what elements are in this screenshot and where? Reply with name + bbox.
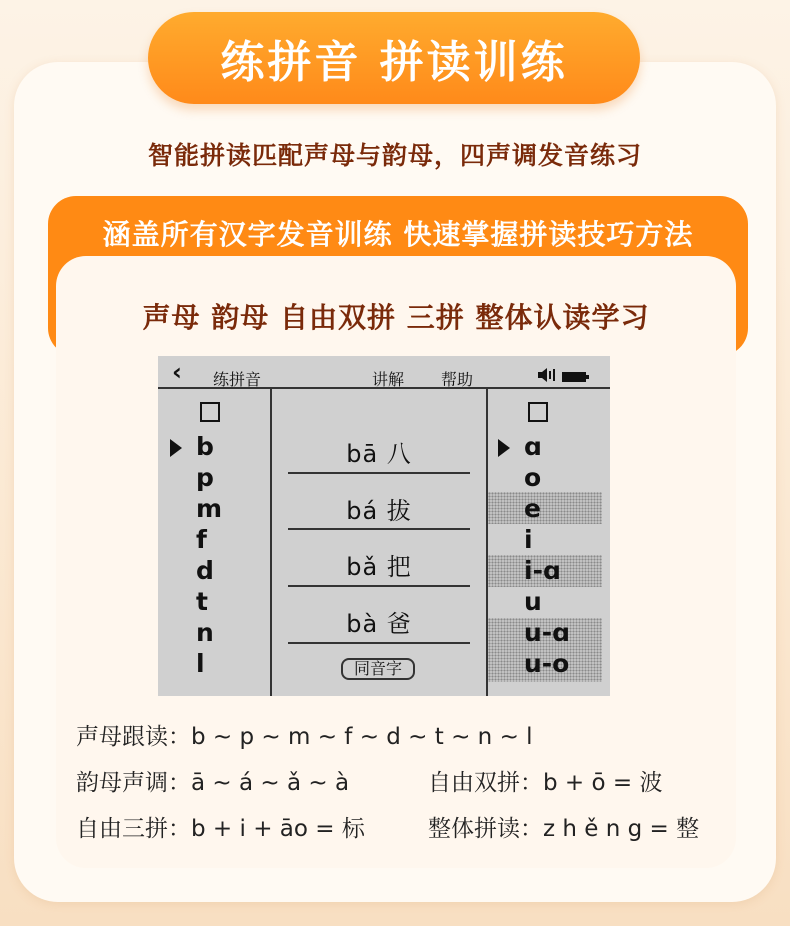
initial-item[interactable]: l	[196, 649, 205, 678]
subtitle: 智能拼读匹配声母与韵母，四声调发音练习	[147, 141, 642, 170]
final-item[interactable]: i-ɑ	[524, 556, 561, 585]
menu-help[interactable]: 帮助	[441, 370, 474, 389]
banner-text: 涵盖所有汉字发音训练 快速掌握拼读技巧方法	[102, 218, 694, 251]
panel-heading: 声母 韵母 自由双拼 三拼 整体认读学习	[142, 301, 650, 334]
syllable-underline	[288, 472, 470, 474]
final-item[interactable]: ɑ	[524, 432, 542, 461]
initial-item[interactable]: m	[196, 494, 223, 523]
final-item[interactable]: u-o	[524, 649, 570, 678]
example-free-double: 自由双拼：b + ō = 波	[428, 770, 663, 796]
initial-item[interactable]: b	[196, 432, 214, 461]
device-topbar	[158, 356, 610, 389]
column-divider-left	[270, 389, 272, 696]
syllable-underline	[288, 585, 470, 587]
initial-item[interactable]: t	[196, 587, 208, 616]
final-item[interactable]: i	[524, 525, 533, 554]
example-free-triple: 自由三拼：b + i + āo = 标	[76, 816, 365, 842]
final-item[interactable]: o	[524, 463, 542, 492]
dotted-highlight	[488, 492, 602, 524]
initial-item[interactable]: p	[196, 463, 214, 492]
device-screen	[158, 356, 610, 696]
syllable-item[interactable]: bà 爸	[346, 610, 412, 638]
syllable-item[interactable]: bǎ 把	[346, 553, 412, 581]
speaker-icon[interactable]	[538, 368, 556, 382]
page-title: 练拼音 拼读训练	[220, 37, 568, 88]
selection-arrow-icon	[498, 439, 510, 457]
chevron-left-icon[interactable]: ‹	[172, 358, 182, 386]
example-initials: 声母跟读：b ~ p ~ m ~ f ~ d ~ t ~ n ~ l	[76, 724, 533, 750]
menu-explain[interactable]: 讲解	[372, 370, 405, 389]
final-item[interactable]: u	[524, 587, 542, 616]
device-title: 练拼音	[213, 370, 262, 389]
homophone-button[interactable]: 同音字	[341, 658, 415, 680]
example-whole-read: 整体拼读：z h ě n g = 整	[428, 816, 700, 842]
syllable-item[interactable]: bā 八	[346, 440, 412, 468]
syllable-underline	[288, 528, 470, 530]
battery-icon	[562, 372, 586, 382]
selection-arrow-icon	[170, 439, 182, 457]
initial-item[interactable]: n	[196, 618, 214, 647]
syllable-item[interactable]: bá 拔	[346, 497, 412, 525]
example-final-tones: 韵母声调：ā ~ á ~ ǎ ~ à	[76, 770, 350, 796]
initial-item[interactable]: f	[196, 525, 207, 554]
final-item[interactable]: e	[524, 494, 541, 523]
final-item[interactable]: u-ɑ	[524, 618, 571, 647]
checkbox-icon[interactable]	[200, 402, 220, 422]
syllable-underline	[288, 642, 470, 644]
checkbox-icon[interactable]	[528, 402, 548, 422]
initial-item[interactable]: d	[196, 556, 214, 585]
title-pill	[148, 12, 640, 104]
